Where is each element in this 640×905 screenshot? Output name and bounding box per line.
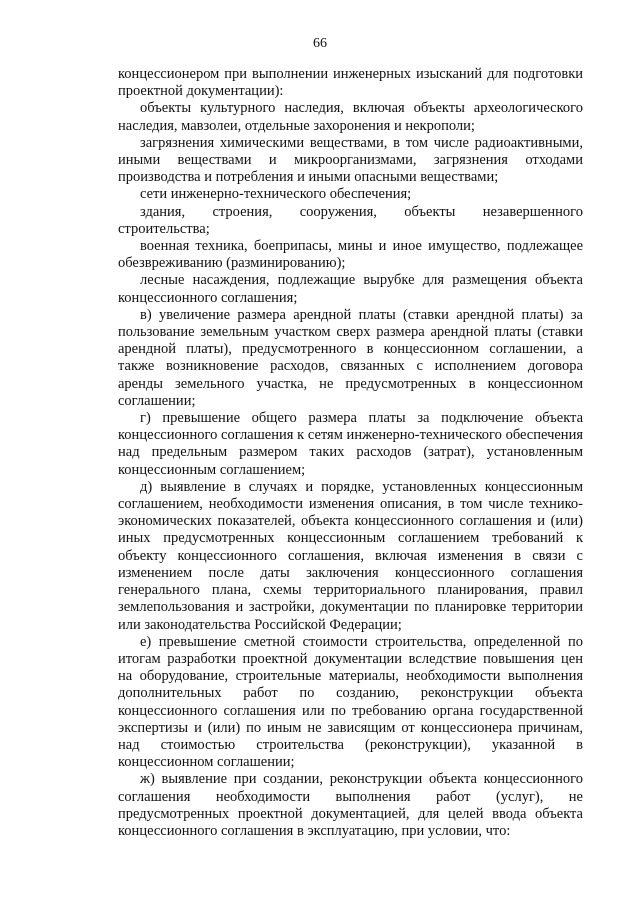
clause-v-rent-increase: в) увеличение размера арендной платы (ставки арендной платы) за пользование земельным участком сверх размера арендной платы (ставки арендной платы), предусмотренного в концессионном соглашении, а также возникновение расходов, связанных с исполнением договора аренды земельного участка, не предусмотренных в концессионном соглашении; [118, 306, 583, 409]
list-item-cultural-heritage: объекты культурного наследия, включая объекты археологического наследия, мавзолеи, отдельные захоронения и некрополи; [118, 100, 583, 134]
clause-zh-additional-works: ж) выявление при создании, реконструкции объекта концессионного соглашения необходимости выполнения работ (услуг), не предусмотренных проектной документацией, для целей ввода объекта концессионного соглашения в эксплуатацию, при условии, что: [118, 771, 583, 839]
list-item-forest: лесные насаждения, подлежащие вырубке для размещения объекта концессионного соглашения; [118, 272, 583, 306]
list-item-buildings: здания, строения, сооружения, объекты незавершенного строительства; [118, 203, 583, 237]
list-item-utility-networks: сети инженерно-технического обеспечения; [140, 186, 412, 203]
page-number: 66 [313, 36, 327, 51]
clause-g-connection-fee: г) превышение общего размера платы за подключение объекта концессионного соглашения к сетям инженерно-технического обеспечения над предельным размером таких расходов (затрат), установленным концессионным соглашением; [118, 410, 583, 478]
list-item-contamination: загрязнения химическими веществами, в том числе радиоактивными, иными веществами и микроорганизмами, загрязнения отходами производства и потребления и иными опасными веществами; [118, 134, 583, 186]
document-body [118, 66, 583, 840]
clause-d-description-change: д) выявление в случаях и порядке, установленных концессионным соглашением, необходимости изменения описания, в том числе технико-экономических показателей, объекта концессионного соглашения и (или) иных предусмотренных концессионным соглашением требований к объекту концессионного соглашения, включая изменения в связи с изменением после даты заключения концессионного соглашения генерального плана, схемы территориального планирования, правил землепользования и застройки, документации по планировке территории или законодательства Российской Федерации; [118, 478, 583, 633]
paragraph-continuation: концессионером при выполнении инженерных изысканий для подготовки проектной документации): [118, 66, 583, 100]
list-item-military-ordnance: военная техника, боеприпасы, мины и иное имущество, подлежащее обезвреживанию (разминированию); [118, 238, 583, 272]
clause-e-cost-excess: е) превышение сметной стоимости строительства, определенной по итогам разработки проектной документации вследствие повышения цен на оборудование, строительные материалы, необходимости выполнения дополнительных работ по созданию, реконструкции объекта концессионного соглашения или по требованию органа государственной экспертизы и (или) по иным не зависящим от концессионера причинам, над стоимостью строительства (реконструкции), указанной в концессионном соглашении; [118, 633, 583, 771]
